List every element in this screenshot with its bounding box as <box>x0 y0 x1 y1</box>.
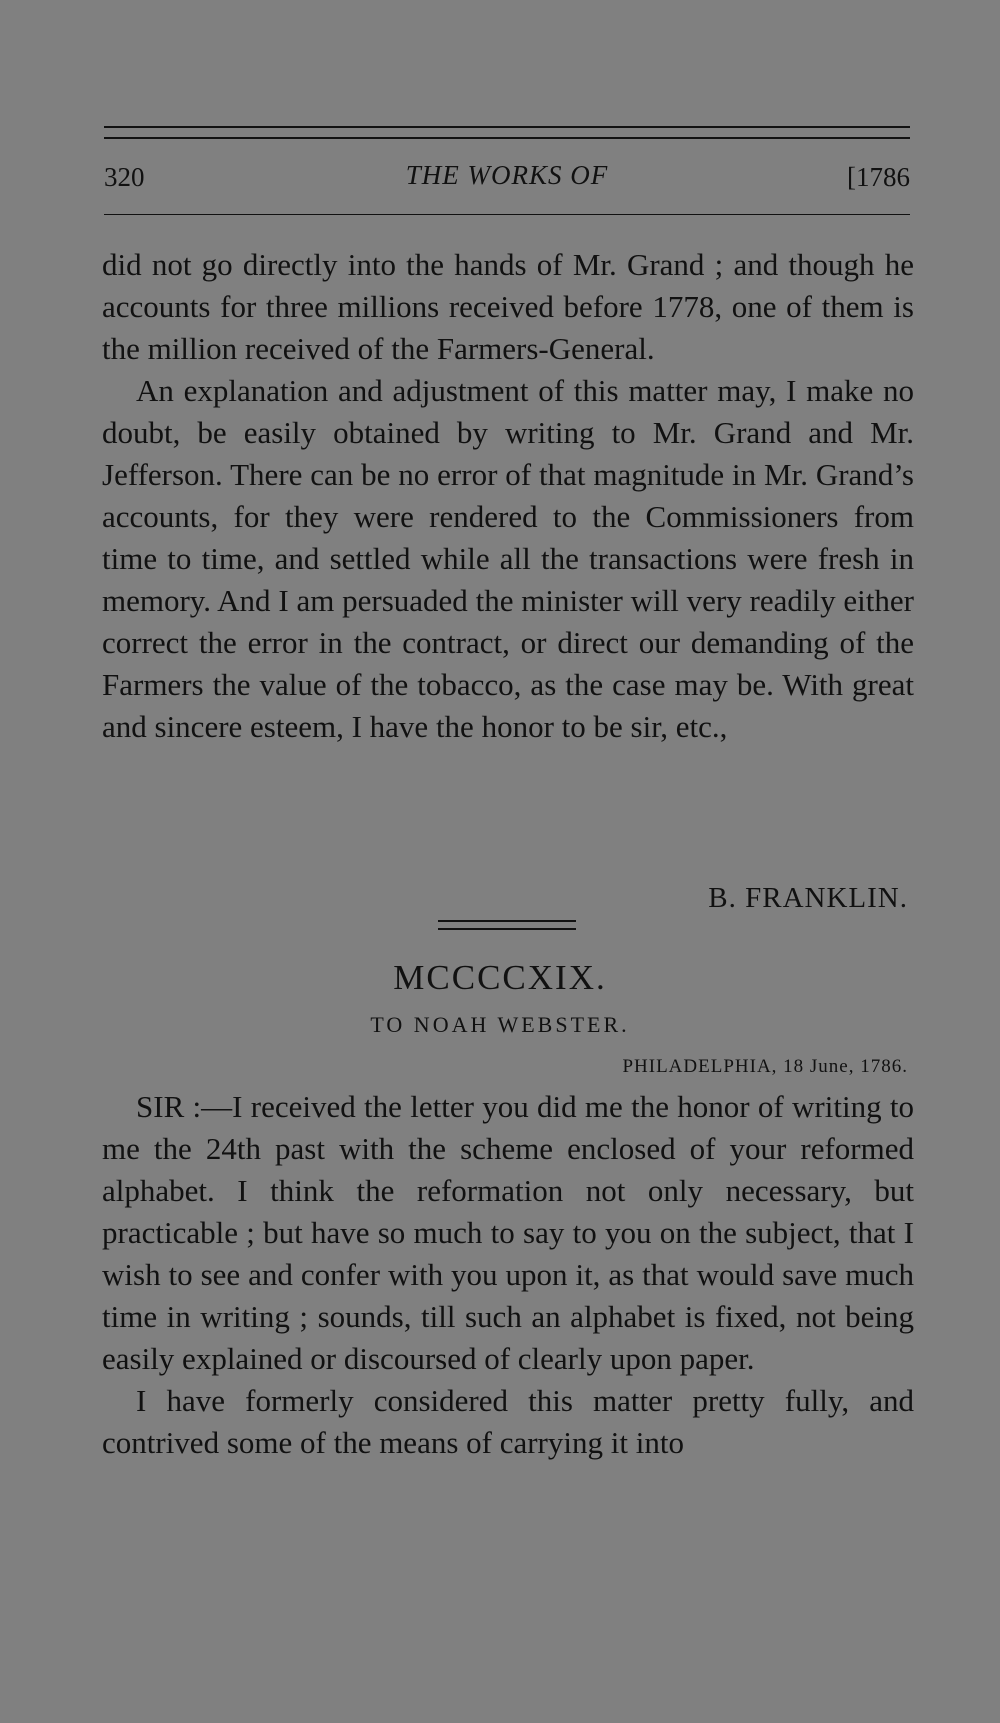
closing-paragraph: An explanation and adjustment of this matter may, I make no doubt, be easily obtained by writing to Mr. Grand and Mr. Jefferson. There can be no error of that magnitude in Mr. Grand’s accounts, for they were rendered to the Commissioners from time to time, and settled while all the transactions were fresh in memory. And I am persuaded the minister will very readily either correct the error in the contract, or direct our demanding of the Farmers the value of the tobacco, as the case may be. With great and sincere esteem, I have the honor to be sir, etc., <box>102 373 914 744</box>
continuation-paragraph: did not go directly into the hands of Mr. Grand ; and though he accounts for three millions received before 1778, one of them is the million received of the Farmers-General. <box>102 247 914 366</box>
letter-text <box>102 1086 914 1464</box>
letter-paragraph-continued: I have formerly considered this matter pretty fully, and contrived some of the means of carrying it into <box>102 1383 914 1460</box>
section-divider-top <box>438 920 576 922</box>
letter-paragraph: SIR :—I received the letter you did me the honor of writing to me the 24th past with the scheme enclosed of your reformed alphabet. I think the reformation not only necessary, but practicable ; but have so much to say to you on the subject, that I wish to see and confer with you upon it, as that would save much time in writing ; sounds, till such an alphabet is fixed, not being easily explained or discoursed of clearly upon paper. <box>102 1089 914 1376</box>
section-divider-bottom <box>438 928 576 930</box>
letter-number: MCCCCXIX. <box>393 958 607 997</box>
running-head <box>104 160 910 200</box>
running-title: THE WORKS OF <box>405 160 609 190</box>
header-rule-second <box>104 137 910 139</box>
continuation-text <box>102 244 914 748</box>
letter-recipient: TO NOAH WEBSTER. <box>370 1012 630 1037</box>
running-year: [1786 <box>847 162 910 192</box>
letter-dateline: PHILADELPHIA, 18 June, 1786. <box>622 1056 908 1077</box>
header-rule-top <box>104 126 910 128</box>
page-number: 320 <box>104 162 145 192</box>
header-rule-under <box>104 214 910 215</box>
signature: B. FRANKLIN. <box>708 882 908 914</box>
